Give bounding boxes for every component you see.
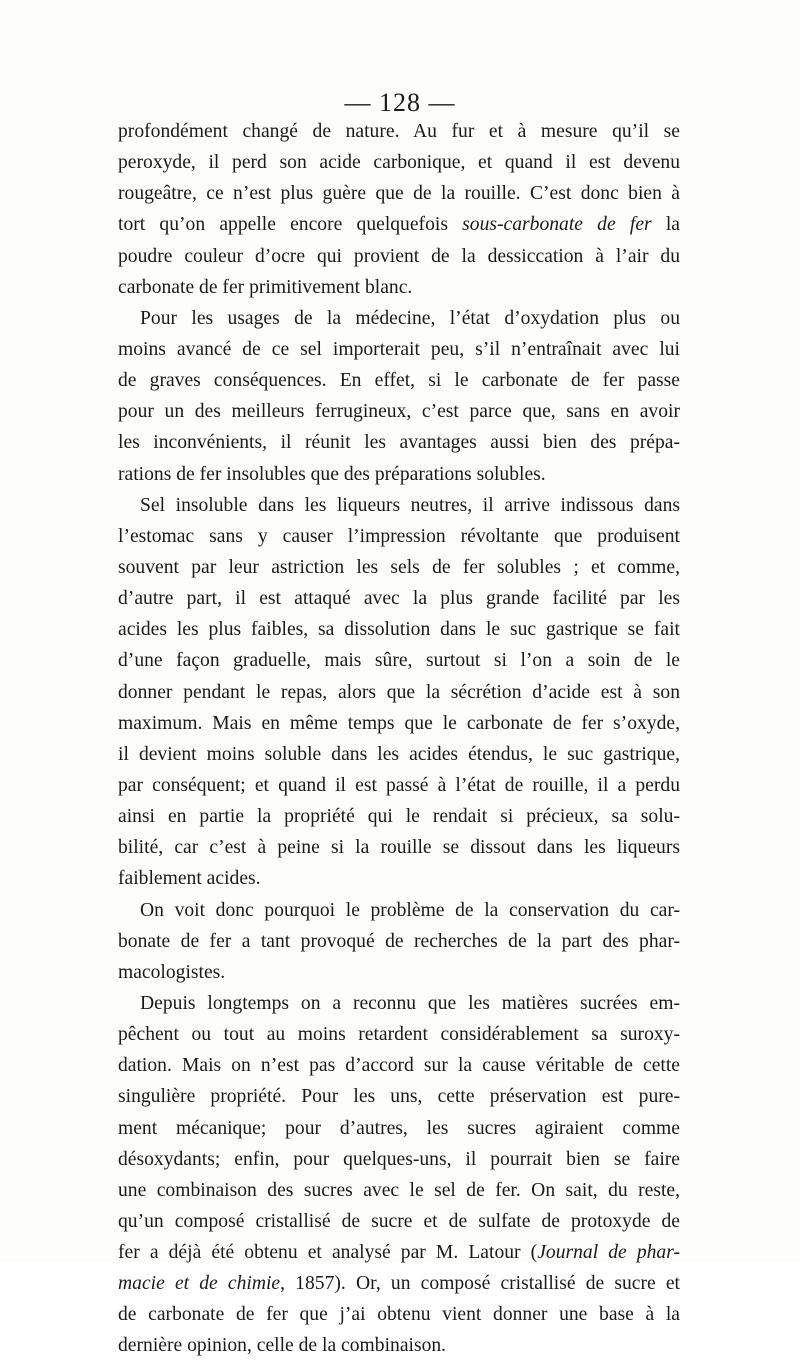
text-line: de carbonate de fer que j’ai obtenu vient donner une base à la [118, 1304, 680, 1326]
text-line: l’estomac sans y causer l’impression révoltante que produisent [118, 525, 680, 547]
text-line: maximum. Mais en même temps que le carbonate de fer s’oxyde, [118, 712, 680, 734]
text-line: de graves conséquences. En effet, si le carbonate de fer passe [118, 370, 680, 392]
text-line: d’une façon graduelle, mais sûre, surtout si l’on a soin de le [118, 650, 680, 672]
text-line: les inconvénients, il réunit les avantages aussi bien des prépa- [118, 432, 680, 454]
italic-title: sous-carbonate de fer [462, 214, 652, 236]
text-line: ment mécanique; pour d’autres, les sucres agiraient comme [118, 1117, 680, 1139]
text-line: profondément changé de nature. Au fur et à mesure qu’il se [118, 121, 680, 142]
text-segment: tort qu’on appelle encore quelquefois [118, 214, 463, 236]
text-line: peroxyde, il perd son acide carbonique, et quand il est devenu [118, 152, 680, 174]
text-line: poudre couleur d’ocre qui provient de la dessiccation à l’air du [118, 245, 680, 267]
text-line: macologistes. [118, 961, 226, 983]
italic-title: Journal de phar- [537, 1242, 680, 1264]
text-line: dation. Mais on n’est pas d’accord sur la cause véritable de cette [118, 1055, 680, 1077]
text-line: dernière opinion, celle de la combinaison. [118, 1335, 447, 1357]
page-number: — 128 — [344, 88, 456, 117]
text-line: il devient moins soluble dans les acides étendus, le suc gastrique, [118, 743, 680, 765]
text-line: ainsi en partie la propriété qui le rendait si précieux, sa solu- [118, 806, 680, 828]
text-line: Depuis longtemps on a reconnu que les matières sucrées em- [140, 992, 680, 1014]
text-line [118, 209, 680, 240]
text-line: une combinaison des sucres avec le sel de fer. On sait, du reste, [118, 1179, 680, 1201]
text-line: d’autre part, il est attaqué avec la plus grande facilité par les [118, 588, 680, 610]
text-line: On voit donc pourquoi le problème de la conservation du car- [140, 899, 680, 921]
text-line: acides les plus faibles, sa dissolution dans le suc gastrique se fait [118, 619, 680, 641]
text-segment: , 1857). Or, un composé cristallisé de sucre et [280, 1273, 680, 1295]
text-line: pour un des meilleurs ferrugineux, c’est parce que, sans en avoir [118, 401, 680, 423]
text-line: Pour les usages de la médecine, l’état d’oxydation plus ou [140, 307, 680, 329]
body-text [118, 116, 680, 1362]
text-line: rations de fer insolubles que des préparations solubles. [118, 463, 546, 485]
text-line: désoxydants; enfin, pour quelques-uns, il pourrait bien se faire [118, 1148, 680, 1170]
text-line: donner pendant le repas, alors que la sécrétion d’acide est à son [118, 681, 680, 703]
text-segment: fer a déjà été obtenu et analysé par M. Latour ( [118, 1242, 538, 1264]
text-line: bilité, car c’est à peine si la rouille se dissout dans les liqueurs [118, 837, 680, 859]
text-line: carbonate de fer primitivement blanc. [118, 276, 413, 298]
text-line [118, 1268, 680, 1299]
italic-title: macie et de chimie [118, 1273, 281, 1295]
text-line: faiblement acides. [118, 868, 261, 890]
text-line [118, 1237, 680, 1268]
text-line: par conséquent; et quand il est passé à l’état de rouille, il a perdu [118, 774, 680, 796]
text-line: singulière propriété. Pour les uns, cette préservation est pure- [118, 1086, 680, 1108]
text-line: Sel insoluble dans les liqueurs neutres, il arrive indissous dans [140, 494, 680, 516]
text-line: bonate de fer a tant provoqué de recherches de la part des phar- [118, 930, 680, 952]
text-line: qu’un composé cristallisé de sucre et de sulfate de protoxyde de [118, 1210, 680, 1232]
text-line: souvent par leur astriction les sels de fer solubles ; et comme, [118, 556, 680, 578]
text-line: pêchent ou tout au moins retardent considérablement sa suroxy- [118, 1024, 680, 1046]
text-line: moins avancé de ce sel importerait peu, s’il n’entraînait avec lui [118, 338, 680, 360]
text-segment: la [651, 214, 681, 236]
text-line: rougeâtre, ce n’est plus guère que de la rouille. C’est donc bien à [118, 183, 680, 205]
